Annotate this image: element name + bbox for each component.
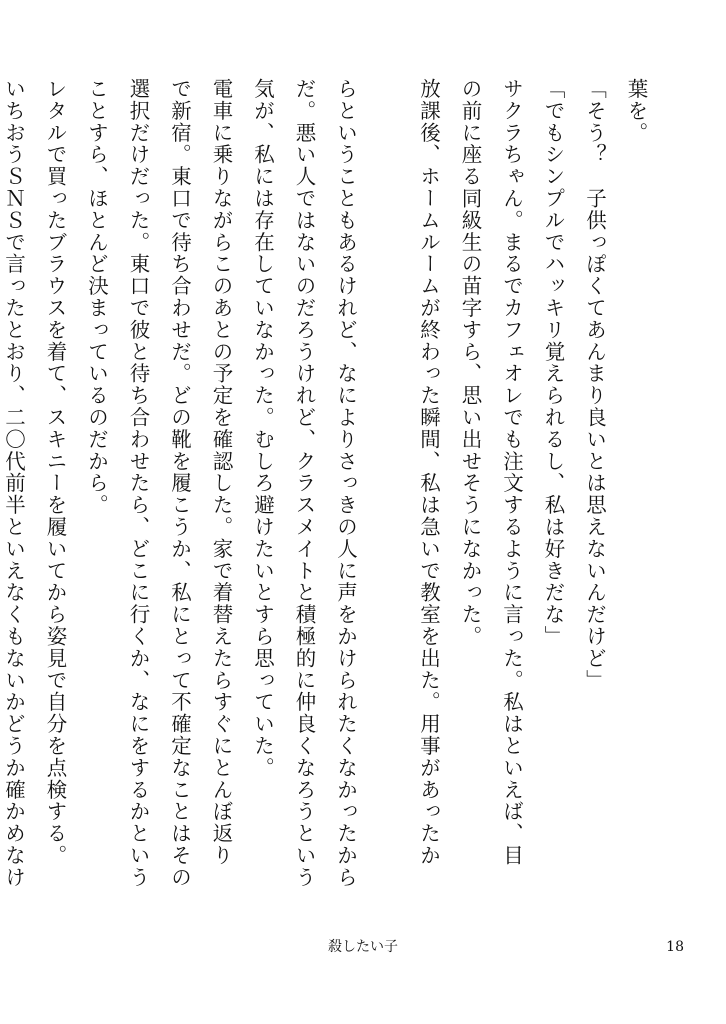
text-line: 放課後、ホームルームが終わった瞬間、私は急いで教室を出た。用事があったか [416,78,441,867]
vertical-body-text [0,78,656,918]
text-line: サクラちゃん。まるでカフェオレでも注文するように言った。私はといえば、目 [499,78,524,867]
text-line: だ。悪い人ではないのだろうけれど、クラスメイトと積極的に仲良くなろうという [292,78,316,889]
text-line: で新宿。東口で待ち合わせだ。どの靴を履こうか、私にとって不確定なことはその [167,78,192,889]
running-footer-title: 殺したい子 [328,939,398,955]
text-line: 「そう？ 子供っぽくてあんまり良いとは思えないんだけど」 [582,78,607,692]
text-line: 葉を。 [624,78,648,144]
text-line: 電車に乗りながらこのあとの予定を確認した。家で着替えたらすぐにとんぼ返り [209,78,233,867]
text-line: らということもあるけれど、なによりさっきの人に声をかけられたくなかったから [333,78,358,889]
text-line: 気が、私には存在していなかった。むしろ避けたいとすら思っていた。 [250,78,275,779]
text-line: レタルで買ったブラウスを着て、スキニーを履いてから姿見で自分を点検する。 [43,78,67,867]
text-line: 選択だけだった。東口で彼と待ち合わせたら、どこに行くか、なにをするかという [126,78,150,889]
text-line: ことすら、ほとんど決まっているのだから。 [84,78,109,516]
page-number: 18 [666,939,684,955]
text-line: いちおうＳＮＳで言ったとおり、二〇代前半といえなくもないかどうか確かめなけ [1,78,26,889]
text-line: の前に座る同級生の苗字すら、思い出せそうになかった。 [458,78,482,648]
text-line: 「でもシンプルでハッキリ覚えられるし、私は好きだな」 [541,78,565,648]
